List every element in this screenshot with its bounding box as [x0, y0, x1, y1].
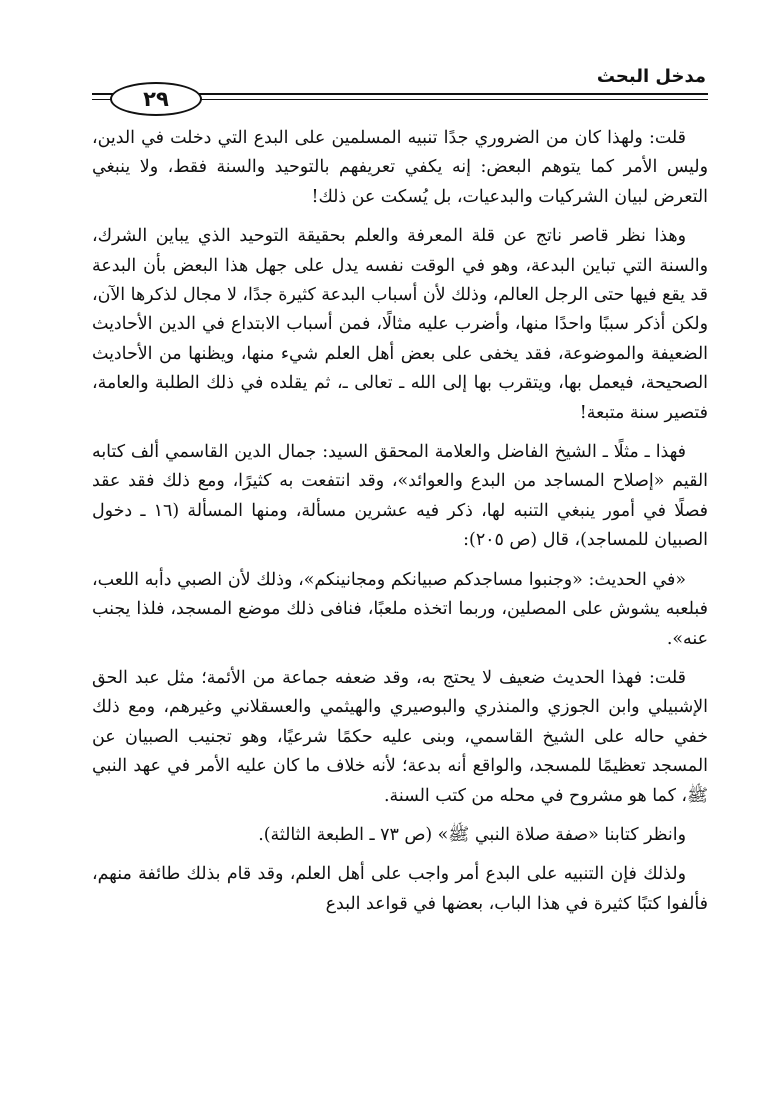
paragraph-6: وانظر كتابنا «صفة صلاة النبي ﷺ» (ص ٧٣ ـ الطبعة الثالثة).: [258, 824, 686, 845]
running-title: مدخل البحث: [596, 66, 706, 87]
paragraph-4-quote: «في الحديث: «وجنبوا مساجدكم صبيانكم ومجانينكم»، وذلك لأن الصبي دأبه اللعب، فبلعبه يشوش على المصلين، وربما اتخذه ملعبًا، فنافى ذلك موضع المسجد، فلذا يجنب عنه».: [92, 569, 708, 649]
paragraph-1: قلت: ولهذا كان من الضروري جدًا تنبيه المسلمين على البدع التي دخلت في الدين، وليس الأمر كما يتوهم البعض: إنه يكفي تعريفهم بالتوحيد والسنة فقط، ولا ينبغي التعرض لبيان الشركيات والبدعيات، بل يُسكت عن ذلك!: [92, 128, 708, 207]
page-number: [110, 82, 202, 116]
paragraph-2: وهذا نظر قاصر ناتج عن قلة المعرفة والعلم بحقيقة التوحيد الذي يباين الشرك، والسنة التي تباين البدعة، وهو في الوقت نفسه يدل على جهل هذا البعض بأن البدعة قد يقع فيها حتى الرجل العالم، وذلك لأن أسباب البدعة كثيرة جدًا، لا مجال لذكرها الآن، ولكن أذكر سببًا واحدًا منها، وأضرب عليه مثالًا، فمن أسباب الابتداع في الدين الأحاديث الضعيفة والموضوعة، فقد يخفى على بعض أهل العلم شيء منها، ويظنها من الأحاديث الصحيحة، فيعمل بها، ويتقرب بها إلى الله ـ تعالى ـ، ثم يقلده في ذلك الطلبة والعامة، فتصير سنة متبعة!: [92, 226, 708, 423]
paragraph-5: قلت: فهذا الحديث ضعيف لا يحتج به، وقد ضعفه جماعة من الأئمة؛ مثل عبد الحق الإشبيلي وابن الجوزي والمنذري والبوصيري والهيثمي والعسقلاني وغيرهم، ومع ذلك خفي حاله على الشيخ القاسمي، وبنى عليه حكمًا شرعيًا، وهو تجنيب الصبيان عن المسجد تعظيمًا للمسجد، والواقع أنه بدعة؛ لأنه خلاف ما كان عليه الأمر في عهد النبي ﷺ، كما هو مشروح في محله من كتب السنة.: [92, 667, 708, 806]
body-text: [92, 124, 708, 919]
paragraph-3: فهذا ـ مثلًا ـ الشيخ الفاضل والعلامة المحقق السيد: جمال الدين القاسمي ألف كتابه القيم «إصلاح المساجد من البدع والعوائد»، وقد انتفعت به كثيرًا، ومع ذلك فقد عقد فصلًا في أمور ينبغي التنبه لها، ذكر فيه عشرين مسألة، ومنها المسألة (١٦ ـ دخول الصبيان للمساجد)، قال (ص ٢٠٥):: [92, 442, 708, 551]
paragraph-7: ولذلك فإن التنبيه على البدع أمر واجب على أهل العلم، وقد قام بذلك طائفة منهم، فألفوا كتبًا كثيرة في هذا الباب، بعضها في قواعد البدع: [92, 864, 708, 914]
page-number-text: ٢٩: [143, 87, 169, 111]
